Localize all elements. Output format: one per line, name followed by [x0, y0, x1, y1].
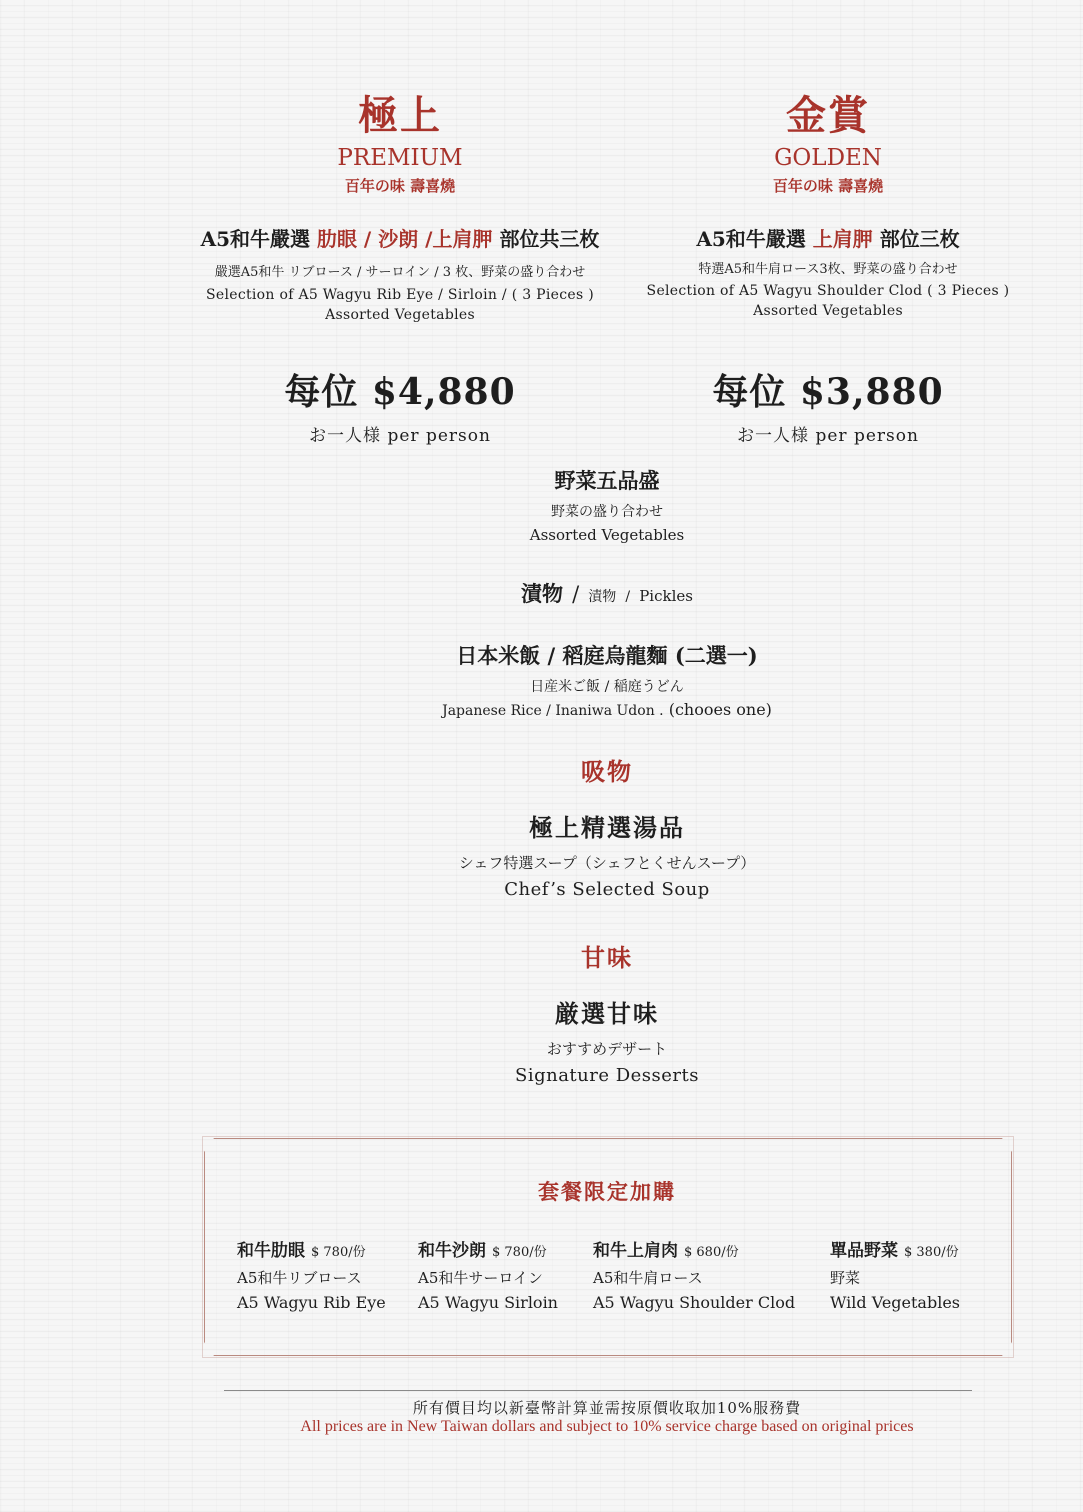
addon-item-en: Wild Vegetables: [830, 1293, 960, 1312]
addon-title: 套餐限定加購: [538, 1179, 676, 1204]
addon-item-price: $ 780/份: [311, 1245, 366, 1260]
premium-price-sub: お一人様 per person: [309, 426, 491, 446]
rice-en-line: [0, 700, 1083, 719]
golden-price-sub: お一人様 per person: [737, 426, 919, 446]
vegetables-ja: 野菜の盛り合わせ: [551, 504, 663, 520]
premium-price: 每位 $4,880: [284, 371, 516, 413]
addon-item-zh: 和牛沙朗: [418, 1241, 486, 1261]
pickles-separator-2: /: [625, 589, 631, 605]
addon-item-ja: A5和牛リブロース: [237, 1269, 362, 1287]
pickles-ja: 漬物: [588, 589, 617, 605]
pickles-en: Pickles: [639, 587, 693, 605]
golden-dish-en-2: Assorted Vegetables: [753, 303, 903, 319]
course-vegetables: [0, 465, 1083, 544]
vegetables-zh: 野菜五品盛: [554, 468, 660, 493]
rice-zh: 日本米飯 / 稻庭烏龍麵 (二選一): [456, 643, 758, 668]
addon-item-zh: 單品野菜: [830, 1241, 898, 1261]
dessert-category: 甘味: [581, 943, 633, 972]
addon-item-ja: 野菜: [830, 1269, 861, 1287]
soup-en: Chef’s Selected Soup: [504, 879, 710, 900]
golden-subtitle: 百年の味 壽喜燒: [772, 177, 884, 195]
golden-price: 每位 $3,880: [712, 371, 944, 413]
rice-ja: 日産米ご飯 / 稲庭うどん: [530, 679, 684, 695]
addon-item-rib-eye: [237, 1236, 386, 1312]
pickles-separator: /: [572, 582, 580, 606]
addon-item-zh: 和牛肋眼: [237, 1241, 305, 1261]
golden-dish: [600, 223, 1056, 319]
addon-item-price: $ 780/份: [492, 1245, 547, 1260]
golden-title-zh: 金賞: [786, 92, 870, 139]
premium-header: [150, 84, 650, 196]
rice-en-note: (chooes one): [668, 700, 772, 719]
addon-item-price: $ 380/份: [904, 1245, 959, 1260]
premium-dish-prefix: A5和牛嚴選: [200, 227, 310, 251]
rice-en: Japanese Rice / Inaniwa Udon .: [442, 703, 664, 719]
addon-item-ja: A5和牛肩ロース: [593, 1269, 703, 1287]
golden-dish-ja: 特選A5和牛肩ロース3枚、野菜の盛り合わせ: [698, 262, 958, 277]
premium-dish-highlight: 肋眼 / 沙朗 /上肩胛: [316, 227, 493, 251]
premium-price-block: [150, 364, 650, 446]
premium-dish: [150, 223, 650, 323]
premium-dish-title: [150, 223, 650, 252]
golden-dish-en-1: Selection of A5 Wagyu Shoulder Clod ( 3 Pieces ): [646, 283, 1010, 299]
soup-zh: 極上精選湯品: [529, 813, 685, 842]
addon-item-shoulder-clod: [593, 1236, 795, 1312]
addon-item-zh: 和牛上肩肉: [593, 1241, 678, 1261]
soup-category: 吸物: [581, 757, 633, 786]
course-rice: [0, 640, 1083, 719]
pickles-zh: 漬物: [521, 581, 564, 606]
course-dessert: [0, 994, 1083, 1086]
premium-dish-en-2: Assorted Vegetables: [325, 307, 475, 323]
dessert-zh: 厳選甘味: [555, 999, 659, 1028]
golden-dish-highlight: 上肩胛: [812, 227, 873, 251]
footer-divider: [224, 1390, 972, 1391]
golden-dish-suffix: 部位三枚: [879, 227, 960, 251]
addon-item-ja: A5和牛サーロイン: [418, 1269, 543, 1287]
addon-item-en: A5 Wagyu Rib Eye: [237, 1293, 386, 1312]
premium-dish-ja: 嚴選A5和牛 リブロース / サーロイン / 3 枚、野菜の盛り合わせ: [214, 265, 586, 280]
dessert-ja: おすすめデザート: [546, 1040, 668, 1058]
soup-ja: シェフ特選スープ（シェフとくせんスープ）: [458, 854, 756, 872]
addon-item-vegetables: [830, 1236, 960, 1312]
golden-dish-prefix: A5和牛嚴選: [696, 227, 806, 251]
course-soup: [0, 808, 1083, 900]
addon-item-en: A5 Wagyu Shoulder Clod: [593, 1293, 796, 1312]
golden-price-block: [600, 364, 1056, 446]
golden-header: [600, 84, 1056, 196]
premium-title-en: PREMIUM: [337, 145, 463, 171]
addon-item-en: A5 Wagyu Sirloin: [418, 1293, 558, 1312]
premium-title-zh: 極上: [358, 92, 442, 139]
addon-item-price: $ 680/份: [684, 1245, 739, 1260]
premium-subtitle: 百年の味 壽喜燒: [344, 177, 456, 195]
premium-dish-en-1: Selection of A5 Wagyu Rib Eye / Sirloin / ( 3 Pieces ): [206, 287, 594, 303]
footer-note-zh: 所有價目均以新臺幣計算並需按原價收取加10%服務費: [412, 1399, 802, 1417]
golden-dish-title: [600, 223, 1056, 252]
dessert-en: Signature Desserts: [514, 1065, 700, 1086]
addon-item-sirloin: [418, 1236, 558, 1312]
footer-note-en: All prices are in New Taiwan dollars and subject to 10% service charge based on original prices: [300, 1418, 914, 1435]
vegetables-en: Assorted Vegetables: [529, 526, 685, 544]
golden-title-en: GOLDEN: [774, 145, 882, 171]
premium-dish-suffix: 部位共三枚: [499, 227, 600, 251]
course-pickles: [0, 578, 1083, 608]
